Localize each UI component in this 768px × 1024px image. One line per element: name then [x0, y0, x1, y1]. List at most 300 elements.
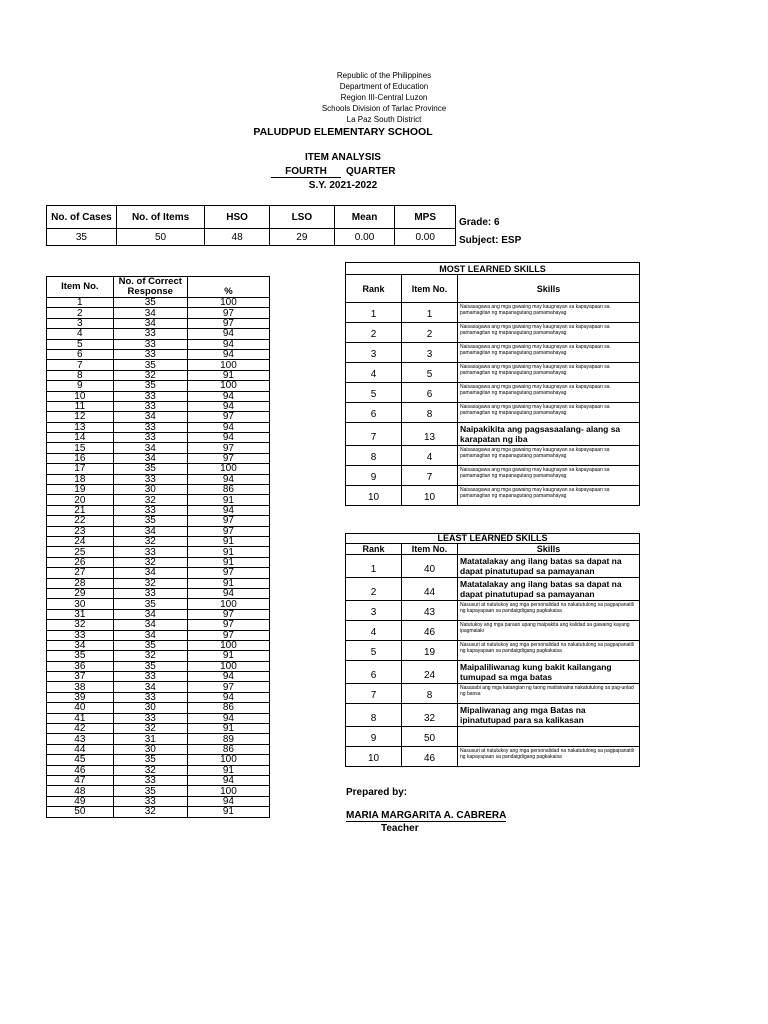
- table-row: [47, 807, 270, 817]
- item-number-cell: 22: [47, 516, 114, 526]
- item-number-cell: 21: [47, 505, 114, 515]
- item-number-cell: 5: [47, 339, 114, 349]
- item-number-cell: 24: [402, 661, 458, 684]
- item-number-cell: 10: [47, 391, 114, 401]
- percent-cell: 94: [187, 505, 269, 515]
- table-row: [346, 363, 640, 383]
- item-number-cell: 28: [47, 578, 114, 588]
- table-row: [47, 672, 270, 682]
- correct-response-cell: 35: [113, 516, 187, 526]
- skill-cell: Naisasagawa ang mga gawaing may kaugnayan sa kapayapaan sa pamamagitan ng mapanagutang pamamahayag: [458, 446, 640, 466]
- most-learned-title: MOST LEARNED SKILLS: [346, 263, 640, 275]
- preparer-position: Teacher: [381, 823, 419, 834]
- item-analysis-table: [46, 276, 270, 818]
- rank-cell: 10: [346, 747, 402, 767]
- item-number-cell: 29: [47, 588, 114, 598]
- percent-cell: 86: [187, 703, 269, 713]
- table-row: [47, 724, 270, 734]
- item-number-cell: 30: [47, 599, 114, 609]
- percent-cell: 91: [187, 765, 269, 775]
- correct-response-cell: 33: [113, 672, 187, 682]
- rank-cell: 8: [346, 704, 402, 727]
- header-line: Republic of the Philippines: [336, 71, 432, 80]
- correct-response-cell: 33: [113, 775, 187, 785]
- table-row: [47, 786, 270, 796]
- item-number-cell: 43: [402, 601, 458, 621]
- percent-cell: 94: [187, 433, 269, 443]
- item-number-cell: 41: [47, 713, 114, 723]
- correct-response-cell: 33: [113, 505, 187, 515]
- table-row: [47, 360, 270, 370]
- skill-cell: Naisasagawa ang mga gawaing may kaugnayan sa kapayapaan sa pamamagitan ng mapanagutang pamamahayag: [458, 323, 640, 343]
- item-number-cell: 42: [47, 724, 114, 734]
- table-row: [47, 682, 270, 692]
- table-row: [47, 464, 270, 474]
- table-row: [47, 443, 270, 453]
- skill-cell: Nasusuri at natutukoy ang mga personalidad na nakatutulong sa pagpapanatili ng kapayapaan sa pandaigdigang pagkakaisa: [458, 601, 640, 621]
- table-row: [346, 727, 640, 747]
- item-number-cell: 46: [47, 765, 114, 775]
- table-row: [47, 630, 270, 640]
- skill-cell: Naisasagawa ang mga gawaing may kaugnayan sa kapayapaan sa pamamagitan ng mapanagutang pamamahayag: [458, 486, 640, 506]
- item-number-cell: 1: [47, 298, 114, 308]
- table-row: [47, 453, 270, 463]
- most-learned-header: Skills: [458, 275, 640, 303]
- table-row: [47, 329, 270, 339]
- correct-response-cell: 34: [113, 318, 187, 328]
- item-number-cell: 23: [47, 526, 114, 536]
- table-row: [346, 621, 640, 641]
- skill-cell: Naisasagawa ang mga gawaing may kaugnayan sa kapayapaan sa pamamagitan ng mapanagutang pamamahayag: [458, 303, 640, 323]
- correct-response-cell: 35: [113, 786, 187, 796]
- most-learned-table: [345, 262, 640, 506]
- item-number-cell: 47: [47, 775, 114, 785]
- table-row: [47, 692, 270, 702]
- summary-value: 48: [205, 229, 270, 246]
- item-number-cell: 39: [47, 692, 114, 702]
- skill-cell: Matatalakay ang ilang batas sa dapat na dapat pinatutupad sa pamayanan: [458, 555, 640, 578]
- percent-cell: 94: [187, 401, 269, 411]
- skill-cell: Natutukoy ang mga paraan upang maipakita ang kalidad sa gawaing kayang ipagmalaki: [458, 621, 640, 641]
- table-row: [47, 620, 270, 630]
- skill-cell: Naisasagawa ang mga gawaing may kaugnayan sa kapayapaan sa pamamagitan ng mapanagutang pamamahayag: [458, 466, 640, 486]
- percent-cell: 94: [187, 672, 269, 682]
- table-row: [47, 651, 270, 661]
- rank-cell: 1: [346, 303, 402, 323]
- item-number-cell: 20: [47, 495, 114, 505]
- preparer-name: MARIA MARGARITA A. CABRERA: [346, 810, 507, 821]
- skill-cell: Naisasagawa ang mga gawaing may kaugnayan sa kapayapaan sa pamamagitan ng mapanagutang pamamahayag: [458, 343, 640, 363]
- table-row: [47, 474, 270, 484]
- table-row: [47, 433, 270, 443]
- correct-response-cell: 35: [113, 464, 187, 474]
- percent-cell: 100: [187, 464, 269, 474]
- item-number-cell: 2: [402, 323, 458, 343]
- percent-cell: 100: [187, 755, 269, 765]
- percent-cell: 100: [187, 360, 269, 370]
- rank-cell: 7: [346, 684, 402, 704]
- correct-response-cell: 33: [113, 547, 187, 557]
- correct-response-cell: 30: [113, 703, 187, 713]
- rank-cell: 6: [346, 403, 402, 423]
- table-row: [47, 755, 270, 765]
- correct-response-cell: 33: [113, 349, 187, 359]
- item-number-cell: 1: [402, 303, 458, 323]
- item-number-cell: 26: [47, 557, 114, 567]
- item-number-cell: 19: [402, 641, 458, 661]
- item-number-cell: 38: [47, 682, 114, 692]
- percent-cell: 94: [187, 349, 269, 359]
- least-learned-title: LEAST LEARNED SKILLS: [346, 534, 640, 544]
- skill-cell: Naisasagawa ang mga gawaing may kaugnayan sa kapayapaan sa pamamagitan ng mapanagutang pamamahayag: [458, 363, 640, 383]
- correct-response-cell: 33: [113, 588, 187, 598]
- table-row: [47, 599, 270, 609]
- item-number-cell: 13: [402, 423, 458, 446]
- item-number-cell: 4: [47, 329, 114, 339]
- percent-cell: 97: [187, 630, 269, 640]
- table-row: [47, 412, 270, 422]
- header-line: Schools Division of Tarlac Province: [321, 104, 447, 113]
- least-learned-header: Rank: [346, 544, 402, 555]
- item-number-cell: 48: [47, 786, 114, 796]
- skill-cell: Naipakikita ang pagsasaalang- alang sa karapatan ng iba: [458, 423, 640, 446]
- rank-cell: 5: [346, 383, 402, 403]
- item-number-cell: 37: [47, 672, 114, 682]
- rank-cell: 1: [346, 555, 402, 578]
- rank-cell: 10: [346, 486, 402, 506]
- item-number-cell: 9: [47, 381, 114, 391]
- table-row: [346, 486, 640, 506]
- item-number-cell: 27: [47, 568, 114, 578]
- skill-cell: Naisasagawa ang mga gawaing may kaugnayan sa kapayapaan sa pamamagitan ng mapanagutang pamamahayag: [458, 383, 640, 403]
- rank-cell: 7: [346, 423, 402, 446]
- item-number-cell: 3: [402, 343, 458, 363]
- skill-cell: Mipaliwanag ang mga Batas na ipinatutupad para sa kalikasan: [458, 704, 640, 727]
- summary-header: No. of Items: [116, 206, 204, 229]
- table-row: [47, 661, 270, 671]
- percent-cell: 94: [187, 588, 269, 598]
- table-row: [47, 516, 270, 526]
- percent-cell: 91: [187, 495, 269, 505]
- rank-cell: 6: [346, 661, 402, 684]
- correct-response-cell: 33: [113, 713, 187, 723]
- table-row: [346, 555, 640, 578]
- correct-response-cell: 34: [113, 308, 187, 318]
- rank-cell: 9: [346, 466, 402, 486]
- item-number-cell: 8: [402, 403, 458, 423]
- table-row: [346, 704, 640, 727]
- table-row: [47, 495, 270, 505]
- summary-header: No. of Cases: [47, 206, 117, 229]
- school-name: PALUDPUD ELEMENTARY SCHOOL: [253, 126, 433, 138]
- header-line: Region III-Central Luzon: [340, 93, 428, 102]
- correct-response-cell: 32: [113, 578, 187, 588]
- percent-cell: 94: [187, 391, 269, 401]
- summary-value: 29: [269, 229, 334, 246]
- rank-cell: 3: [346, 343, 402, 363]
- correct-response-cell: 35: [113, 298, 187, 308]
- table-row: [47, 578, 270, 588]
- table-row: [346, 403, 640, 423]
- rank-cell: 8: [346, 446, 402, 466]
- table-row: [346, 303, 640, 323]
- table-row: [47, 422, 270, 432]
- item-number-cell: 35: [47, 651, 114, 661]
- table-row: [47, 298, 270, 308]
- table-row: [346, 747, 640, 767]
- correct-response-cell: 34: [113, 620, 187, 630]
- table-row: [346, 446, 640, 466]
- correct-response-cell: 34: [113, 412, 187, 422]
- table-row: [47, 485, 270, 495]
- summary-header: LSO: [269, 206, 334, 229]
- percent-cell: 91: [187, 651, 269, 661]
- percent-cell: 94: [187, 339, 269, 349]
- table-row: [47, 381, 270, 391]
- item-number-cell: 32: [402, 704, 458, 727]
- item-number-cell: 49: [47, 796, 114, 806]
- table-row: [47, 339, 270, 349]
- table-row: [346, 578, 640, 601]
- table-row: [47, 308, 270, 318]
- item-number-cell: 6: [402, 383, 458, 403]
- correct-response-cell: 34: [113, 526, 187, 536]
- skill-cell: Nasasabi ang mga katangian ng taong matiisinaina nakatutulong sa pag-unlad ng bansa: [458, 684, 640, 704]
- correct-response-cell: 31: [113, 734, 187, 744]
- percent-cell: 94: [187, 474, 269, 484]
- table-row: [346, 641, 640, 661]
- table-row: [47, 744, 270, 754]
- table-row: [47, 775, 270, 785]
- correct-response-cell: 34: [113, 682, 187, 692]
- correct-response-cell: 32: [113, 370, 187, 380]
- percent-cell: 94: [187, 775, 269, 785]
- item-number-cell: 13: [47, 422, 114, 432]
- correct-response-cell: 35: [113, 755, 187, 765]
- percent-cell: 97: [187, 318, 269, 328]
- table-row: [47, 640, 270, 650]
- items-header: Item No.: [47, 277, 114, 298]
- item-number-cell: 12: [47, 412, 114, 422]
- percent-cell: 94: [187, 796, 269, 806]
- table-row: [47, 765, 270, 775]
- subject-label: Subject: ESP: [459, 235, 522, 246]
- table-row: [47, 391, 270, 401]
- percent-cell: 91: [187, 724, 269, 734]
- summary-header: HSO: [205, 206, 270, 229]
- item-number-cell: 8: [402, 684, 458, 704]
- percent-cell: 94: [187, 692, 269, 702]
- item-number-cell: 44: [402, 578, 458, 601]
- item-number-cell: 36: [47, 661, 114, 671]
- correct-response-cell: 35: [113, 661, 187, 671]
- percent-cell: 94: [187, 713, 269, 723]
- table-row: [47, 526, 270, 536]
- item-number-cell: 40: [402, 555, 458, 578]
- least-learned-table: [345, 533, 640, 767]
- correct-response-cell: 35: [113, 599, 187, 609]
- correct-response-cell: 35: [113, 360, 187, 370]
- percent-cell: 100: [187, 661, 269, 671]
- percent-cell: 91: [187, 370, 269, 380]
- item-number-cell: 4: [402, 446, 458, 466]
- item-number-cell: 44: [47, 744, 114, 754]
- table-row: [47, 547, 270, 557]
- item-number-cell: 40: [47, 703, 114, 713]
- rank-cell: 2: [346, 323, 402, 343]
- percent-cell: 89: [187, 734, 269, 744]
- summary-header: MPS: [395, 206, 456, 229]
- summary-value: 50: [116, 229, 204, 246]
- item-number-cell: 11: [47, 401, 114, 411]
- percent-cell: 91: [187, 536, 269, 546]
- correct-response-cell: 33: [113, 474, 187, 484]
- item-number-cell: 10: [402, 486, 458, 506]
- table-row: [47, 557, 270, 567]
- table-row: [346, 383, 640, 403]
- correct-response-cell: 32: [113, 557, 187, 567]
- percent-cell: 100: [187, 298, 269, 308]
- item-number-cell: 46: [402, 621, 458, 641]
- table-row: [47, 401, 270, 411]
- table-row: [346, 661, 640, 684]
- percent-cell: 86: [187, 485, 269, 495]
- item-number-cell: 18: [47, 474, 114, 484]
- correct-response-cell: 34: [113, 453, 187, 463]
- correct-response-cell: 33: [113, 329, 187, 339]
- correct-response-cell: 35: [113, 381, 187, 391]
- percent-cell: 100: [187, 786, 269, 796]
- table-row: [47, 609, 270, 619]
- table-row: [346, 684, 640, 704]
- table-row: [47, 703, 270, 713]
- item-number-cell: 8: [47, 370, 114, 380]
- correct-response-cell: 32: [113, 724, 187, 734]
- table-row: [47, 349, 270, 359]
- item-number-cell: 33: [47, 630, 114, 640]
- percent-cell: 97: [187, 568, 269, 578]
- table-row: [346, 601, 640, 621]
- percent-cell: 91: [187, 578, 269, 588]
- item-number-cell: 50: [402, 727, 458, 747]
- correct-response-cell: 33: [113, 391, 187, 401]
- table-row: [47, 713, 270, 723]
- correct-response-cell: 33: [113, 692, 187, 702]
- percent-cell: 91: [187, 547, 269, 557]
- table-row: [47, 568, 270, 578]
- percent-cell: 100: [187, 381, 269, 391]
- percent-cell: 86: [187, 744, 269, 754]
- item-number-cell: 34: [47, 640, 114, 650]
- percent-cell: 100: [187, 640, 269, 650]
- table-row: [47, 536, 270, 546]
- least-learned-header: Skills: [458, 544, 640, 555]
- quarter-label: QUARTER: [346, 166, 396, 177]
- table-row: [346, 323, 640, 343]
- summary-header: Mean: [334, 206, 395, 229]
- summary-value: 35: [47, 229, 117, 246]
- item-number-cell: 15: [47, 443, 114, 453]
- percent-cell: 91: [187, 807, 269, 817]
- summary-value: 0.00: [334, 229, 395, 246]
- table-row: [346, 423, 640, 446]
- rank-cell: 4: [346, 363, 402, 383]
- percent-cell: 91: [187, 557, 269, 567]
- item-number-cell: 31: [47, 609, 114, 619]
- item-number-cell: 17: [47, 464, 114, 474]
- correct-response-cell: 34: [113, 443, 187, 453]
- item-number-cell: 45: [47, 755, 114, 765]
- correct-response-cell: 34: [113, 609, 187, 619]
- correct-response-cell: 30: [113, 485, 187, 495]
- table-row: [346, 343, 640, 363]
- skill-cell: Naisasagawa ang mga gawaing may kaugnayan sa kapayapaan sa pamamagitan ng mapanagutang pamamahayag: [458, 403, 640, 423]
- table-row: [47, 796, 270, 806]
- item-number-cell: 25: [47, 547, 114, 557]
- correct-response-cell: 30: [113, 744, 187, 754]
- items-header: %: [187, 277, 269, 298]
- correct-response-cell: 33: [113, 401, 187, 411]
- school-year: S.Y. 2021-2022: [308, 180, 378, 191]
- percent-cell: 97: [187, 453, 269, 463]
- header-line: La Paz South District: [346, 115, 422, 124]
- skill-cell: Maipaliliwanag kung bakit kailangang tumupad sa mga batas: [458, 661, 640, 684]
- correct-response-cell: 32: [113, 536, 187, 546]
- correct-response-cell: 33: [113, 422, 187, 432]
- page-title: ITEM ANALYSIS: [305, 152, 381, 163]
- percent-cell: 97: [187, 412, 269, 422]
- item-number-cell: 2: [47, 308, 114, 318]
- item-number-cell: 32: [47, 620, 114, 630]
- correct-response-cell: 32: [113, 495, 187, 505]
- correct-response-cell: 32: [113, 651, 187, 661]
- item-number-cell: 7: [47, 360, 114, 370]
- grade-label: Grade: 6: [459, 217, 500, 228]
- item-number-cell: 14: [47, 433, 114, 443]
- correct-response-cell: 33: [113, 339, 187, 349]
- quarter-word: FOURTH: [271, 166, 341, 178]
- percent-cell: 94: [187, 422, 269, 432]
- item-number-cell: 3: [47, 318, 114, 328]
- table-row: [47, 370, 270, 380]
- item-number-cell: 7: [402, 466, 458, 486]
- correct-response-cell: 34: [113, 630, 187, 640]
- table-row: [346, 466, 640, 486]
- skill-cell: [458, 727, 640, 747]
- item-number-cell: 43: [47, 734, 114, 744]
- correct-response-cell: 35: [113, 640, 187, 650]
- most-learned-header: Item No.: [402, 275, 458, 303]
- summary-table: [46, 205, 456, 246]
- rank-cell: 9: [346, 727, 402, 747]
- skill-cell: Nasusuri at natutukoy ang mga personalidad na nakatutulong sa pagpapanatili ng kapayapaan sa pandaigdigang pagkakaisa: [458, 641, 640, 661]
- item-number-cell: 19: [47, 485, 114, 495]
- percent-cell: 97: [187, 526, 269, 536]
- correct-response-cell: 33: [113, 796, 187, 806]
- skill-cell: Matatalakay ang ilang batas sa dapat na dapat pinatutupad sa pamayanan: [458, 578, 640, 601]
- percent-cell: 97: [187, 516, 269, 526]
- correct-response-cell: 34: [113, 568, 187, 578]
- item-number-cell: 6: [47, 349, 114, 359]
- item-number-cell: 46: [402, 747, 458, 767]
- percent-cell: 100: [187, 599, 269, 609]
- skill-cell: Nasusuri at natutukoy ang mga personalidad na nakatutulong sa pagpapanatili ng kapayapaan sa pandaigdigang pagkakaisa: [458, 747, 640, 767]
- item-number-cell: 5: [402, 363, 458, 383]
- percent-cell: 97: [187, 620, 269, 630]
- table-row: [47, 318, 270, 328]
- percent-cell: 94: [187, 329, 269, 339]
- correct-response-cell: 32: [113, 765, 187, 775]
